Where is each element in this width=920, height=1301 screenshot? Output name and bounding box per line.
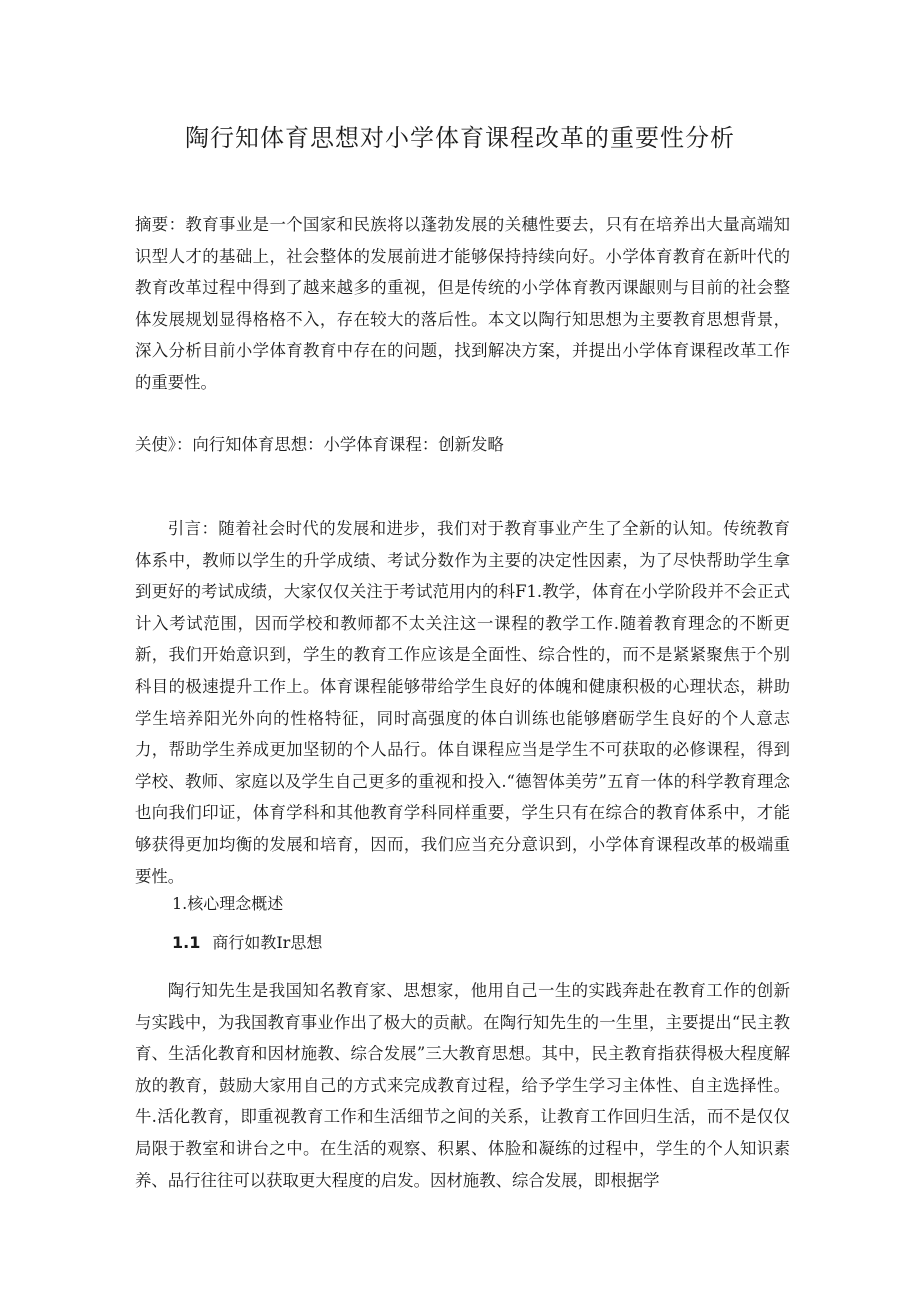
section-heading-1: 1.核心理念概述: [172, 894, 284, 913]
section-heading-text: 商行如教Ir思想: [212, 933, 323, 952]
section-body-paragraph: 陶行知先生是我国知名教育家、思想家，他用自己一生的实践奔赴在教育工作的创新与实践中，为我国教育事业作出了极大的贡献。在陶行知先生的一生里，主要提出“民主教育、生活化教育和因材施教、综合发展”三大教育思想。其中，民主教育指获得极大程度解放的教育，鼓励大家用自己的方式来完成教育过程，给予学生学习主体性、自主选择性。牛.活化教育，即重视教育工作和生活细节之间的关系，让教育工作回归生活，而不是仅仅局限于教室和讲台之中。在生活的观察、积累、体脸和凝练的过程中，学生的个人知识素养、品行往往可以获取更大程度的启发。因材施教、综合发展，即根据学: [135, 981, 790, 1190]
keywords-line: 关使》：向行知体育思想：小学体育课程：创新发略: [135, 435, 504, 454]
section-heading-1-1: [172, 929, 322, 957]
document-title: 陶行知体育思想对小学体育课程改革的重要性分析: [185, 124, 735, 152]
section-number: 1.1: [172, 933, 201, 952]
abstract-paragraph: 摘要：教育事业是一个国家和民族将以蓬勃发展的关穗性要去，只有在培养出大量高端知识型人才的基础上，社会整体的发展前进才能够保持持续向好。小学体育教育在新叶代的教育改革过程中得到了越来越多的重视，但是传统的小学体育教丙课龈则与目前的社会整体发展规划显得格格不入，存在较大的落后性。本文以陶行知思想为主要教育思想背景，深入分析目前小学体育教育中存在的问题，找到解决方案，并提出小学体育课程改革工作的重要性。: [135, 215, 790, 392]
introduction-paragraph: 引言：随着社会时代的发展和进步，我们对于教育事业产生了全新的认知。传统教育体系中，教师以学生的升学成绩、考试分数作为主要的决定性因素，为了尽快帮助学生拿到更好的考试成绩，大家仅仅关注于考试范用内的科F1.教学，体育在小学阶段并不会正式计入考试范围，因而学校和教师都不太关注这一课程的教学工作.随着教育理念的不断更新，我们开始意识到，学生的教育工作应该是全面性、综合性的，而不是紧紧聚焦于个别科目的极速提升工作上。体育课程能够带给学生良好的体魄和健康积极的心理状态，耕助学生培养阳光外向的性格特征，同时高强度的体白训练也能够磨砺学生良好的个人意志力，帮助学生养成更加坚韧的个人品行。体自课程应当是学生不可获取的必修课程，得到学校、教师、家庭以及学生自己更多的重视和投入.“德智体美劳”五育一体的科学教育理念也向我们印证，体育学科和其他教育学科同样重要，学生只有在综合的教育体系中，才能够获得更加均衡的发展和培育，因而，我们应当充分意识到，小学体育课程改革的极端重要性。: [135, 519, 790, 886]
